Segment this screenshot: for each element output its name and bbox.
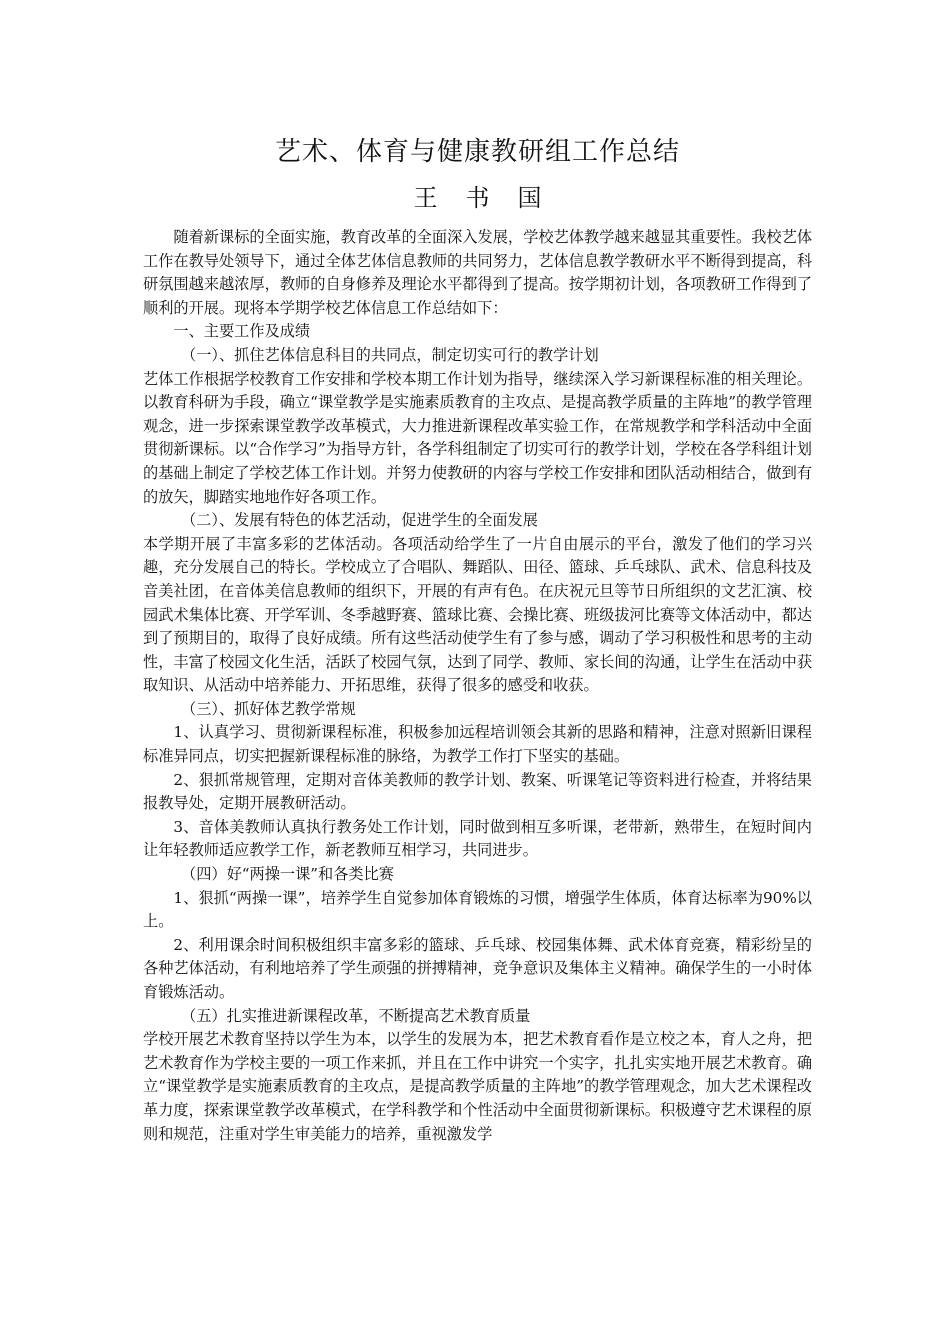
- paragraph: 学校开展艺术教育坚持以学生为本，以学生的发展为本，把艺术教育看作是立校之本，育人之舟，把艺术教育作为学校主要的一项工作来抓，并且在工作中讲究一个实字，扎扎实实地开展艺术教育。确立“课堂教学是实施素质教育的主攻点，是提高教学质量的主阵地”的教学管理观念，加大艺术课程改革力度，探索课堂教学改革模式，在学科教学和个性活动中全面贯彻新课标。积极遵守艺术课程的原则和规范，注重对学生审美能力的培养，重视激发学: [143, 1030, 812, 1143]
- paragraph: 本学期开展了丰富多彩的艺体活动。各项活动给学生了一片自由展示的平台，激发了他们的学习兴趣，充分发展自己的特长。学校成立了合唱队、舞蹈队、田径、篮球、乒乓球队、武术、信息科技及音美社团，在音体美信息教师的组织下，开展的有声有色。在庆祝元旦等节日所组织的文艺汇演、校园武术集体比赛、开学军训、冬季越野赛、篮球比赛、会操比赛、班级拔河比赛等文体活动中，都达到了预期目的，取得了良好成绩。所有这些活动使学生有了参与感，调动了学习积极性和思考的主动性，丰富了校园文化生活，活跃了校园气氛，达到了同学、教师、家长间的沟通，让学生在活动中获取知识、从活动中培养能力、开拓思维，获得了很多的感受和收获。: [143, 534, 812, 695]
- document-body: [143, 226, 812, 1146]
- paragraph: （五）扎实推进新课程改革，不断提高艺术教育质量: [181, 1006, 531, 1025]
- paragraph: 艺体工作根据学校教育工作安排和学校本期工作计划为指导，继续深入学习新课程标准的相关理论。以教育科研为手段，确立“课堂教学是实施素质教育的主攻点、是提高教学质量的主阵地”的教学管理观念，进一步探索课堂教学改革模式，大力推进新课程改革实验工作，在常规教学和学科活动中全面贯彻新课标。以“合作学习”为指导方针，各学科组制定了切实可行的教学计划，学校在各学科组计划的基础上制定了学校艺体工作计划。并努力使教研的内容与学校工作安排和团队活动相结合，做到有的放矢，脚踏实地地作好各项工作。: [143, 369, 812, 506]
- paragraph: 2、狠抓常规管理，定期对音体美教师的教学计划、教案、听课笔记等资料进行检查，并将结果报教导处，定期开展教研活动。: [143, 770, 812, 813]
- paragraph: 1、认真学习、贯彻新课程标准，积极参加远程培训领会其新的思路和精神，注意对照新旧课程标准异同点，切实把握新课程标准的脉络，为教学工作打下坚实的基础。: [143, 723, 812, 766]
- paragraph: 随着新课标的全面实施，教育改革的全面深入发展，学校艺体教学越来越显其重要性。我校艺体工作在教导处领导下，通过全体艺体信息教师的共同努力，艺体信息教学教研水平不断得到提高，科研氛围越来越浓厚，教师的自身修养及理论水平都得到了提高。按学期初计划，各项教研工作得到了顺利的开展。现将本学期学校艺体信息工作总结如下：: [143, 228, 812, 317]
- paragraph: 1、狠抓“两操一课”，培养学生自觉参加体育锻炼的习惯，增强学生体质，体育达标率为90%以上。: [143, 888, 812, 931]
- document-author: 王书国: [413, 184, 570, 212]
- paragraph: （一）、抓住艺体信息科目的共同点，制定切实可行的教学计划: [181, 345, 599, 364]
- paragraph: （四）好“两操一课”和各类比赛: [181, 865, 394, 884]
- paragraph: 2、利用课余时间积极组织丰富多彩的篮球、乒乓球、校园集体舞、武术体育竞赛，精彩纷呈的各种艺体活动，有利地培养了学生顽强的拼搏精神，竞争意识及集体主义精神。确保学生的一小时体育锻炼活动。: [143, 935, 812, 1001]
- paragraph: 3、音体美教师认真执行教务处工作计划，同时做到相互多听课，老带新，熟带生，在短时间内让年轻教师适应教学工作，新老教师互相学习，共同进步。: [143, 817, 812, 860]
- paragraph: 一、主要工作及成绩: [173, 322, 311, 341]
- paragraph: （二）、发展有特色的体艺活动，促进学生的全面发展: [181, 511, 538, 530]
- paragraph: （三）、抓好体艺教学常规: [181, 699, 356, 718]
- document-title: 艺术、体育与健康教研组工作总结: [274, 137, 680, 167]
